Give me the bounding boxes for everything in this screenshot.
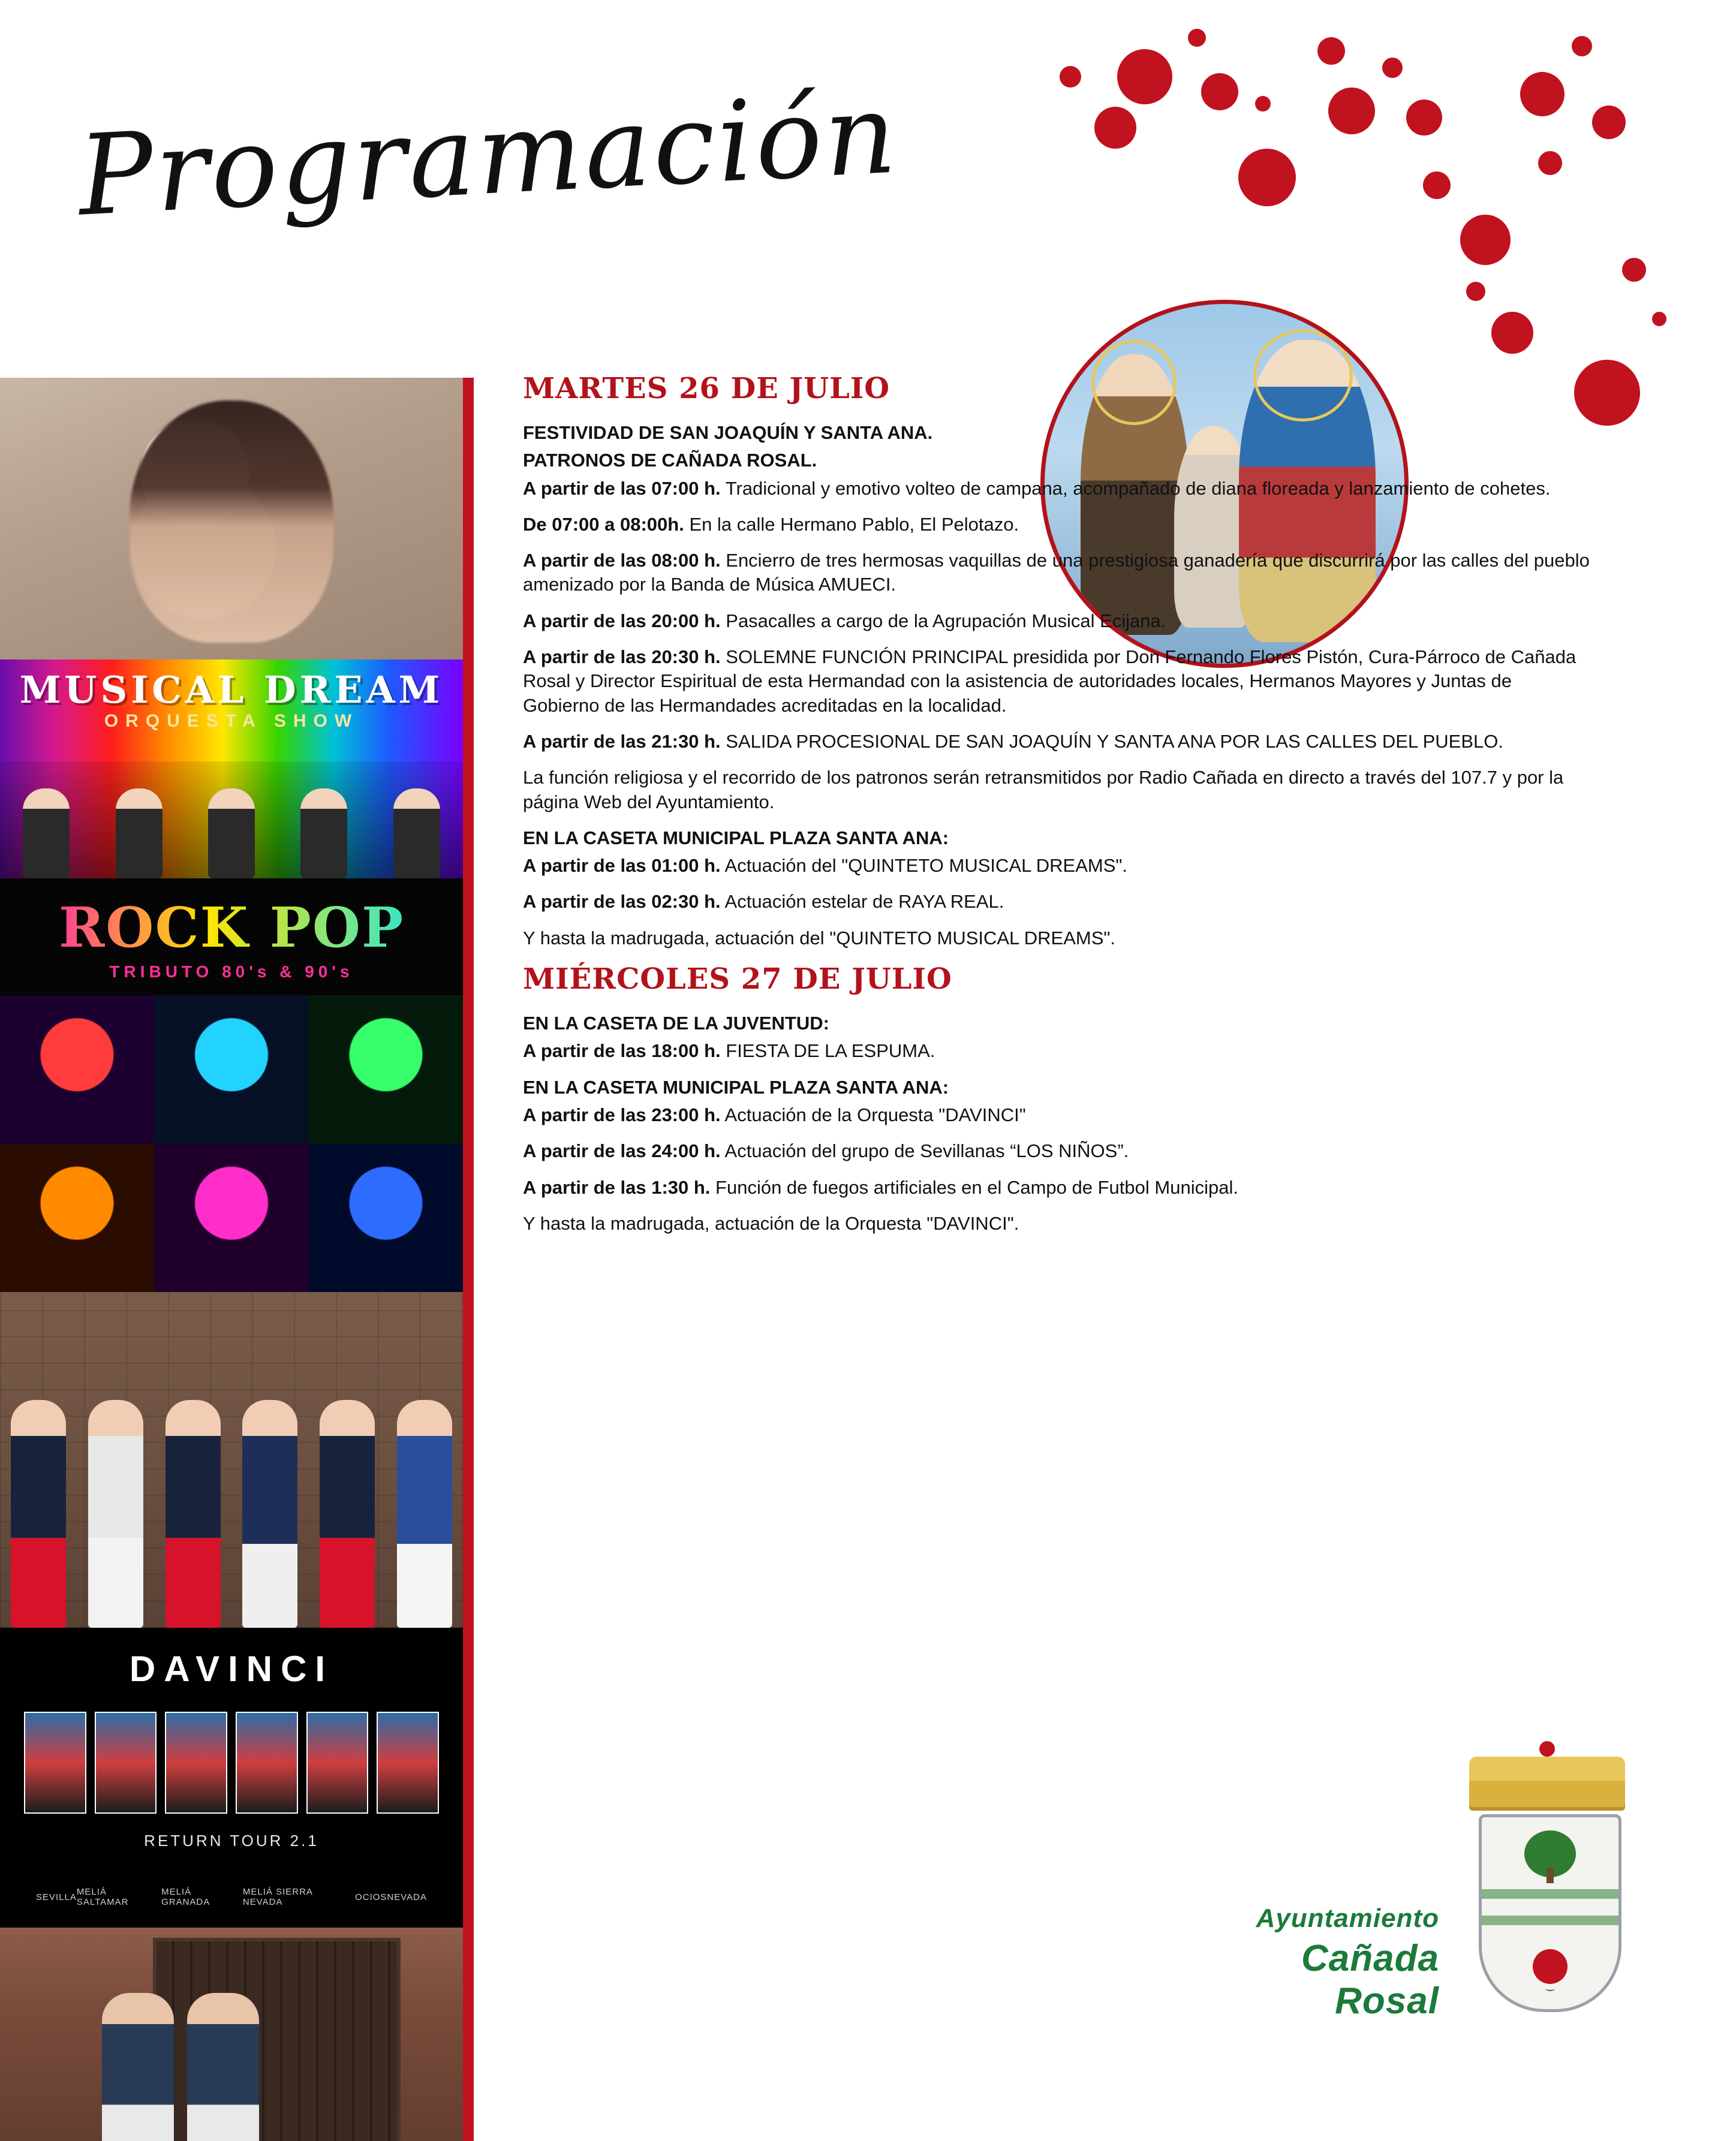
group-photo	[0, 1292, 463, 1628]
singer-photo	[0, 378, 463, 660]
line-text: Función de fuegos artificiales en el Campo de Futbol Municipal.	[710, 1176, 1238, 1198]
sponsor-logo: MELIÁ SALTAMAR	[76, 1887, 129, 1907]
line-bold: A partir de las 21:30 h.	[523, 730, 721, 752]
programme-line	[523, 609, 1590, 633]
line-bold: A partir de las 23:00 h.	[523, 1104, 721, 1125]
line-text: En la calle Hermano Pablo, El Pelotazo.	[684, 513, 1019, 535]
dot	[1060, 66, 1081, 88]
dot	[1406, 100, 1442, 135]
programme-line	[523, 1176, 1590, 1200]
dot	[1255, 96, 1271, 112]
davinci-tour-label: RETURN TOUR 2.1	[144, 1832, 319, 1850]
dot	[1622, 258, 1646, 282]
sponsor-logo: MELIÁ SIERRA NEVADA	[242, 1887, 313, 1907]
line-bold: A partir de las 24:00 h.	[523, 1140, 721, 1162]
line-text: Encierro de tres hermosas vaquillas de una prestigiosa ganadería que discurrirá por las calles del pueblo amenizado por la Banda de Música AMUECI.	[523, 550, 1590, 595]
rock-pop-poster	[0, 878, 463, 1292]
dot	[1538, 151, 1562, 175]
dot	[1094, 107, 1136, 149]
dot	[1491, 312, 1533, 354]
day-heading-tuesday: MARTES 26 DE JULIO	[523, 372, 890, 405]
poster-image-column	[0, 378, 474, 2141]
programme-line	[523, 730, 1590, 754]
programme-line	[523, 854, 1590, 878]
canada-rosal-coat-of-arms-icon	[1457, 1757, 1637, 2020]
davinci-poster	[0, 1628, 463, 1928]
programme-line	[523, 513, 1590, 537]
line-text: Pasacalles a cargo de la Agrupación Musical Ecijana.	[720, 610, 1166, 631]
sponsor-logo: MELIÁ GRANADA	[161, 1887, 210, 1907]
programme-line	[523, 448, 1590, 472]
programme-line	[523, 890, 1590, 914]
line-text: Actuación de la Orquesta "DAVINCI"	[720, 1104, 1026, 1125]
line-bold: A partir de las 01:00 h.	[523, 855, 721, 877]
shield-icon	[1479, 1814, 1621, 2012]
duo-members	[102, 1993, 296, 2141]
dot	[1592, 106, 1626, 139]
programme-line	[523, 1139, 1590, 1163]
dot	[1460, 215, 1511, 265]
line-bold: A partir de las 02:30 h.	[523, 891, 721, 913]
rock-pop-subtitle: TRIBUTO 80's & 90's	[109, 962, 354, 981]
dot	[1188, 29, 1206, 47]
rock-pop-faces	[0, 995, 463, 1292]
davinci-title: DAVINCI	[129, 1649, 334, 1689]
line-bold: EN LA CASETA DE LA JUVENTUD:	[523, 1013, 829, 1034]
line-text: Actuación estelar de RAYA REAL.	[720, 891, 1004, 913]
line-bold: A partir de las 07:00 h.	[523, 477, 721, 499]
davinci-member-thumbnails	[24, 1712, 439, 1814]
tree-icon	[1524, 1830, 1576, 1877]
musical-dream-title: MUSICAL DREAM	[19, 668, 444, 712]
footer-line-2: Cañada Rosal	[1301, 1938, 1439, 2022]
line-text: SOLEMNE FUNCIÓN PRINCIPAL presidida por Don Fernando Flores Pistón, Cura-Párroco de Cañada Rosal y Director Espiritual de esta Hermandad con la asistencia de autoridades locales, Hermanos Mayores y Juntas de Gobierno de las Hermandades acreditadas en la localidad.	[523, 646, 1576, 716]
sponsor-logo: OCIOSNEVADA	[355, 1892, 427, 1902]
dot	[1423, 171, 1451, 199]
musical-dream-subtitle: ORQUESTA SHOW	[104, 711, 359, 731]
programme-line	[523, 1039, 1590, 1063]
line-bold: EN LA CASETA MUNICIPAL PLAZA SANTA ANA:	[523, 1076, 949, 1098]
dot	[1466, 282, 1485, 301]
dot	[1382, 58, 1403, 78]
programme-line	[523, 1011, 1590, 1035]
dot	[1652, 312, 1666, 326]
line-text: Actuación del "QUINTETO MUSICAL DREAMS".	[720, 855, 1128, 877]
shield-band	[1482, 1916, 1618, 1925]
dot	[1117, 49, 1172, 104]
line-bold: A partir de las 1:30 h.	[523, 1176, 711, 1198]
programme-line	[523, 549, 1590, 597]
line-bold: FESTIVIDAD DE SAN JOAQUÍN Y SANTA ANA.	[523, 422, 933, 443]
davinci-sponsor-logos	[36, 1887, 427, 1907]
dot	[1201, 73, 1238, 110]
line-bold: PATRONOS DE CAÑADA ROSAL.	[523, 450, 817, 471]
red-vertical-stripe	[463, 378, 474, 2141]
programme-line	[523, 645, 1590, 718]
line-text: La función religiosa y el recorrido de los patronos serán retransmitidos por Radio Cañada en directo a través del 107.7 y por la página Web del Ayuntamiento.	[523, 767, 1564, 812]
line-bold: A partir de las 18:00 h.	[523, 1040, 721, 1062]
dot	[1520, 72, 1564, 116]
programme-line	[523, 926, 1590, 950]
group-members	[0, 1376, 463, 1628]
dot	[1238, 149, 1296, 206]
line-text: FIESTA DE LA ESPUMA.	[720, 1040, 935, 1062]
line-bold: A partir de las 08:00 h.	[523, 550, 721, 571]
dot	[1317, 37, 1345, 65]
shield-band	[1482, 1889, 1618, 1899]
programme-line	[523, 1103, 1590, 1127]
rock-pop-title: ROCK POP	[0, 895, 463, 960]
rose-icon	[1533, 1949, 1567, 1984]
line-text: SALIDA PROCESIONAL DE SAN JOAQUÍN Y SANTA ANA POR LAS CALLES DEL PUEBLO.	[720, 730, 1504, 752]
line-bold: EN LA CASETA MUNICIPAL PLAZA SANTA ANA:	[523, 827, 949, 848]
dot	[1328, 88, 1375, 134]
line-text: Tradicional y emotivo volteo de campana, acompañado de diana floreada y lanzamiento de cohetes.	[720, 477, 1551, 499]
band-members	[0, 761, 463, 878]
programme-line	[523, 1212, 1590, 1236]
programme-line	[523, 766, 1590, 814]
sponsor-logo: SEVILLA	[36, 1892, 77, 1902]
programme-line	[523, 1076, 1590, 1100]
musical-dream-poster	[0, 660, 463, 878]
crown-icon	[1469, 1757, 1625, 1811]
programme-line	[523, 421, 1590, 445]
dot	[1572, 36, 1592, 56]
duo-photo	[0, 1928, 463, 2141]
page-title: Programación	[75, 68, 902, 241]
line-bold: A partir de las 20:30 h.	[523, 646, 721, 668]
programme-content	[523, 372, 1590, 1248]
programme-line	[523, 826, 1590, 850]
line-bold: De 07:00 a 08:00h.	[523, 513, 684, 535]
line-bold: A partir de las 20:00 h.	[523, 610, 721, 631]
footer-line-1: Ayuntamiento	[1256, 1904, 1439, 1933]
footer-ayuntamiento	[1187, 1904, 1439, 2022]
line-text: Y hasta la madrugada, actuación del "QUINTETO MUSICAL DREAMS".	[523, 927, 1116, 948]
day-heading-wednesday: MIÉRCOLES 27 DE JULIO	[523, 962, 952, 996]
line-text: Y hasta la madrugada, actuación de la Orquesta "DAVINCI".	[523, 1212, 1019, 1234]
programme-line	[523, 477, 1590, 501]
line-text: Actuación del grupo de Sevillanas “LOS NIÑOS”.	[720, 1140, 1129, 1162]
